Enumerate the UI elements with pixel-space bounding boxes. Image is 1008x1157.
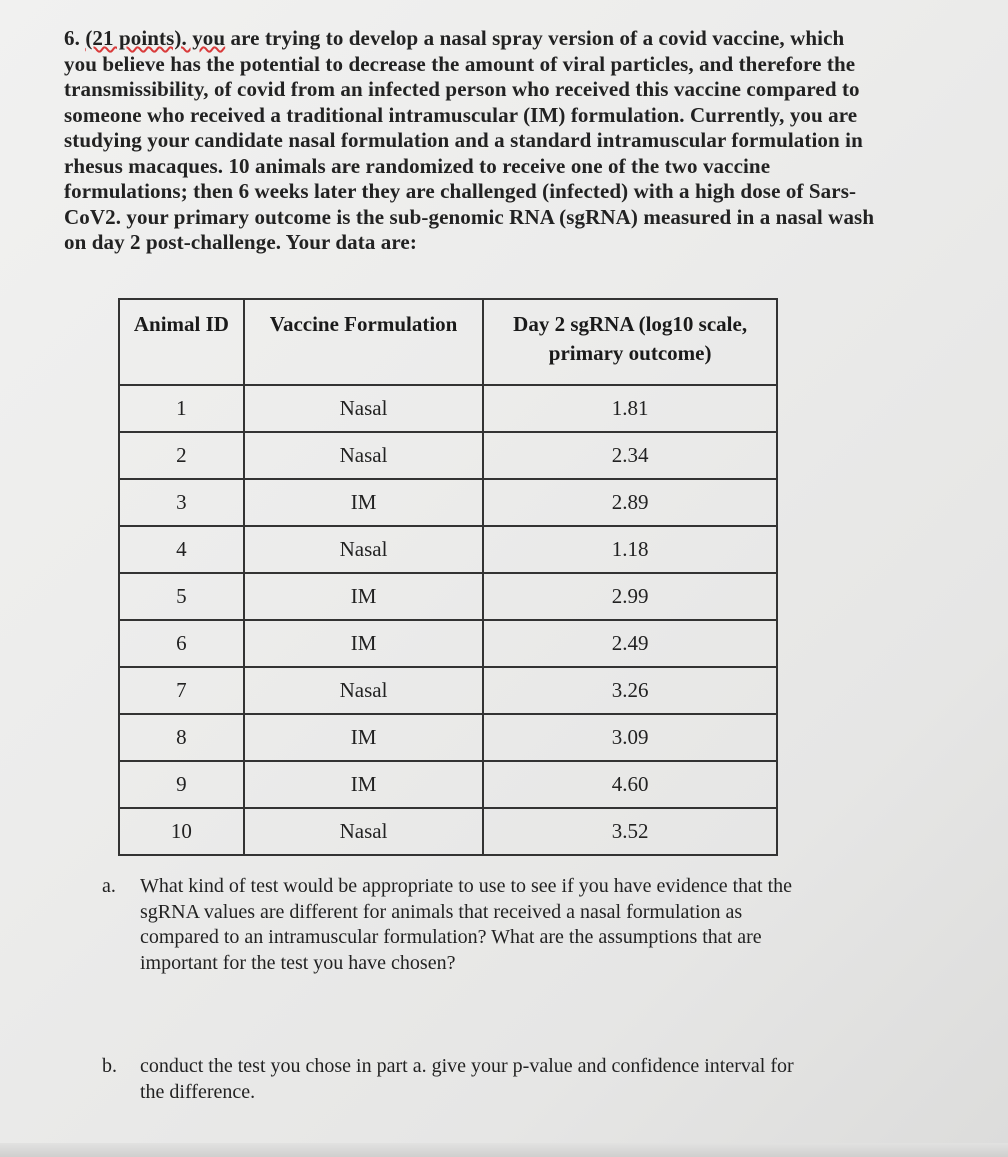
table-row: [119, 526, 777, 573]
cell-formulation: IM: [244, 714, 483, 761]
cell-animal-id: 1: [119, 385, 244, 432]
intro-line-1: you believe has the potential to decrease the amount of viral particles, and therefore the: [64, 51, 856, 76]
table-row: [119, 385, 777, 432]
table-header-row: [119, 299, 777, 385]
header-sgrna-line2: primary outcome): [548, 341, 712, 365]
table-row: [119, 714, 777, 761]
cell-formulation: IM: [244, 479, 483, 526]
question-a-line: important for the test you have chosen?: [140, 951, 456, 974]
question-b-line: conduct the test you chose in part a. give your p-value and confidence interval for: [140, 1055, 794, 1077]
cell-formulation: IM: [244, 761, 483, 808]
header-sgrna: [483, 299, 777, 385]
table-row: [119, 573, 777, 620]
header-vaccine-formulation: Vaccine Formulation: [244, 299, 483, 385]
cell-sgrna: 3.26: [483, 667, 777, 714]
data-table: [118, 298, 778, 856]
cell-sgrna: 2.34: [483, 432, 777, 479]
intro-line-6: formulations; then 6 weeks later they are challenged (infected) with a high dose of Sars-: [64, 179, 857, 203]
question-a-line: compared to an intramuscular formulation? What are the assumptions that are: [140, 926, 762, 948]
header-sgrna-line1: Day 2 sgRNA (log10 scale,: [513, 312, 748, 336]
header-animal-id: Animal ID: [119, 299, 244, 385]
intro-line-8: on day 2 post-challenge. Your data are:: [64, 230, 417, 254]
cell-animal-id: 5: [119, 573, 244, 620]
cell-formulation: Nasal: [244, 808, 483, 855]
cell-animal-id: 9: [119, 761, 244, 808]
intro-line-4: studying your candidate nasal formulation and a standard intramuscular formulation in: [64, 128, 863, 152]
table-row: [119, 620, 777, 667]
cell-formulation: IM: [244, 573, 483, 620]
table-row: [119, 761, 777, 808]
cell-animal-id: 6: [119, 620, 244, 667]
question-a-label: a.: [102, 875, 116, 897]
cell-animal-id: 2: [119, 432, 244, 479]
cell-sgrna: 3.09: [483, 714, 777, 761]
cell-formulation: Nasal: [244, 667, 483, 714]
cell-animal-id: 8: [119, 714, 244, 761]
problem-statement: [64, 26, 934, 256]
cell-sgrna: 1.81: [483, 385, 777, 432]
cell-formulation: IM: [244, 620, 483, 667]
question-a-text: [140, 874, 922, 976]
table-row: [119, 479, 777, 526]
question-b-label: b.: [102, 1055, 117, 1077]
table-row: [119, 432, 777, 479]
cell-formulation: Nasal: [244, 526, 483, 573]
cell-animal-id: 10: [119, 808, 244, 855]
screen-bottom-edge: [0, 1143, 1008, 1157]
question-b: [102, 1054, 922, 1105]
intro-line-7: CoV2. your primary outcome is the sub-genomic RNA (sgRNA) measured in a nasal wash: [64, 204, 875, 229]
intro-line-0: [64, 26, 934, 52]
cell-animal-id: 4: [119, 526, 244, 573]
cell-sgrna: 2.49: [483, 620, 777, 667]
cell-animal-id: 3: [119, 479, 244, 526]
table-row: [119, 808, 777, 855]
cell-sgrna: 1.18: [483, 526, 777, 573]
question-b-line: the difference.: [140, 1080, 256, 1103]
cell-sgrna: 2.99: [483, 573, 777, 620]
cell-sgrna: 4.60: [483, 761, 777, 808]
question-number: 6.: [64, 26, 86, 50]
cell-sgrna: 3.52: [483, 808, 777, 855]
intro-line-3: someone who received a traditional intramuscular (IM) formulation. Currently, you are: [64, 102, 858, 127]
intro-line-5: rhesus macaques. 10 animals are randomized to receive one of the two vaccine: [64, 153, 771, 178]
intro-line-0-rest: are trying to develop a nasal spray version of a covid vaccine, which: [225, 26, 845, 50]
annotated-points-text: (21 points). you: [85, 26, 226, 50]
cell-animal-id: 7: [119, 667, 244, 714]
cell-sgrna: 2.89: [483, 479, 777, 526]
question-b-text: [140, 1054, 922, 1105]
cell-formulation: Nasal: [244, 432, 483, 479]
question-a: [102, 874, 922, 976]
question-a-line: sgRNA values are different for animals that received a nasal formulation as: [140, 900, 743, 923]
question-a-line: What kind of test would be appropriate to use to see if you have evidence that the: [140, 875, 793, 897]
table-row: [119, 667, 777, 714]
intro-line-2: transmissibility, of covid from an infected person who received this vaccine compared to: [64, 77, 860, 101]
cell-formulation: Nasal: [244, 385, 483, 432]
